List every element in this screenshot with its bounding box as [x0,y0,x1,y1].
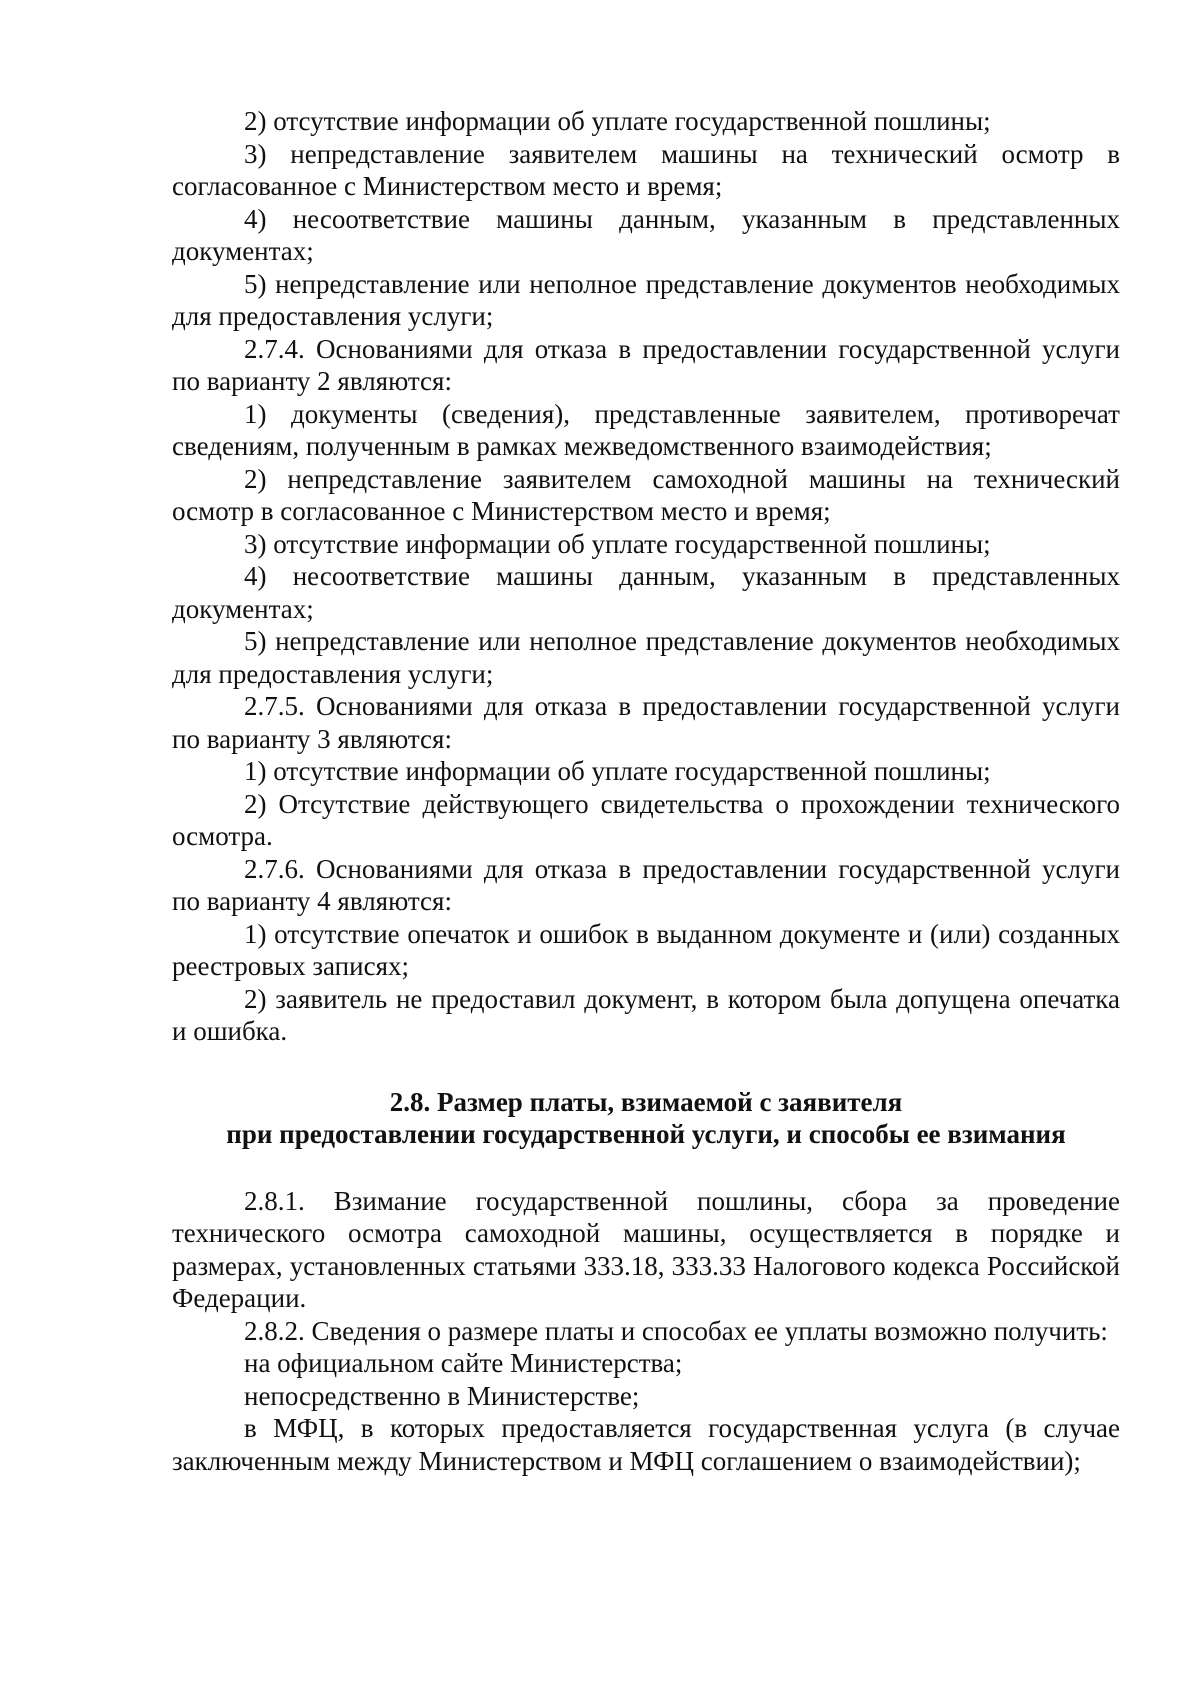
paragraph: 3) отсутствие информации об уплате государственной пошлины; [244,528,991,559]
document-page [172,105,1120,1477]
paragraph: 5) непредставление или неполное представление документов необходимых для предоставления услуги; [172,268,1120,331]
paragraph: 2.7.5. Основаниями для отказа в предоставлении государственной услуги по варианту 3 являются: [172,691,1120,754]
paragraph: 4) несоответствие машины данным, указанным в представленных документах; [172,203,1120,266]
paragraph: 3) непредставление заявителем машины на технический осмотр в согласованное с Министерством место и время; [172,138,1120,201]
paragraph: на официальном сайте Министерства; [244,1348,683,1378]
paragraph: 1) отсутствие информации об уплате государственной пошлины; [244,756,991,786]
paragraph: 5) непредставление или неполное представление документов необходимых для предоставления услуги; [172,626,1120,689]
paragraph: 2) заявитель не предоставил документ, в котором была допущена опечатка и ошибка. [172,983,1120,1046]
section-heading [172,1086,1120,1151]
paragraph: 1) отсутствие опечаток и ошибок в выданном документе и (или) созданных реестровых записях; [172,918,1120,981]
paragraph: 2.8.2. Сведения о размере платы и способах ее уплаты возможно получить: [244,1315,1108,1346]
paragraph: 2.7.4. Основаниями для отказа в предоставлении государственной услуги по варианту 2 являются: [172,333,1120,396]
paragraph: 2.7.6. Основаниями для отказа в предоставлении государственной услуги по варианту 4 являются: [172,853,1120,916]
paragraph: 4) несоответствие машины данным, указанным в представленных документах; [172,561,1120,624]
section-heading-line-2: при предоставлении государственной услуги, и способы ее взимания [226,1119,1066,1149]
paragraph: 2.8.1. Взимание государственной пошлины, сбора за проведение технического осмотра самоходной машины, осуществляется в порядке и размерах, установленных статьями 333.18, 333.33 Налогового кодекса Российской Федерации. [172,1185,1120,1313]
paragraph: 2) отсутствие информации об уплате государственной пошлины; [244,106,991,136]
paragraph: 2) Отсутствие действующего свидетельства о прохождении технического осмотра. [172,788,1120,851]
paragraph: в МФЦ, в которых предоставляется государственная услуга (в случае заключенным между Министерством и МФЦ соглашением о взаимодействии); [172,1413,1120,1476]
paragraph: 2) непредставление заявителем самоходной машины на технический осмотр в согласованное с Министерством место и время; [172,463,1120,526]
paragraph: 1) документы (сведения), представленные заявителем, противоречат сведениям, полученным в рамках межведомственного взаимодействия; [172,398,1120,461]
section-heading-line-1: 2.8. Размер платы, взимаемой с заявителя [389,1086,903,1117]
paragraph: непосредственно в Министерстве; [244,1380,640,1411]
